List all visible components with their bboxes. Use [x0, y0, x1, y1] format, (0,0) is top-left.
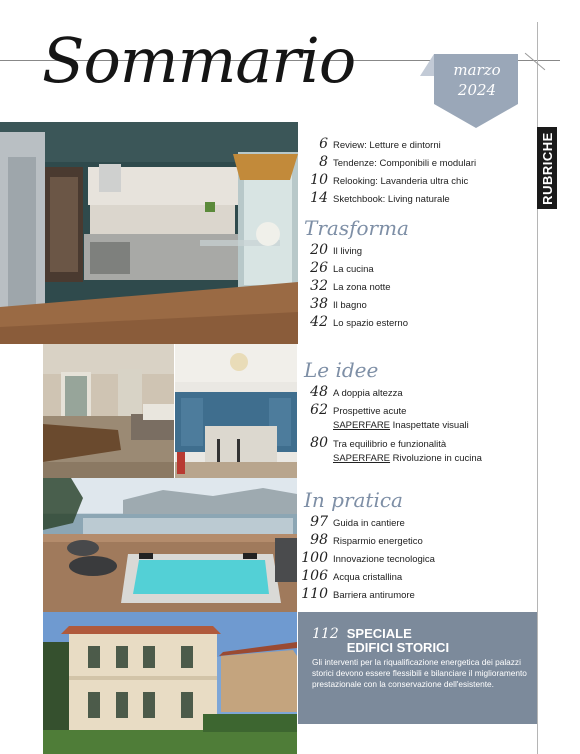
historic-villa-photo	[43, 612, 297, 754]
page-number: 98	[310, 532, 328, 548]
article-title: Il living	[333, 246, 363, 257]
article-title: A doppia altezza	[333, 388, 403, 399]
page-number: 32	[310, 278, 328, 294]
article-title: Prospettive acute	[333, 406, 407, 417]
rubriche-tab	[537, 127, 557, 209]
toc-entry[interactable]	[300, 314, 534, 332]
toc-entry[interactable]	[300, 278, 534, 296]
page-number: 42	[310, 314, 328, 330]
article-title: Tra equilibrio e funzionalità	[333, 439, 447, 450]
saperfare-tag: SAPERFARE	[333, 453, 391, 464]
article-title: Risparmio energetico	[333, 536, 423, 547]
toc-entry[interactable]	[300, 550, 534, 568]
subtitle-text: Inaspettate visuali	[390, 420, 469, 431]
article-title: Innovazione tecnologica	[333, 554, 435, 565]
section-in-pratica	[300, 486, 534, 604]
toc-entry[interactable]	[300, 136, 534, 154]
page-number: 62	[310, 402, 328, 418]
issue-month: marzo	[453, 61, 501, 79]
page-number: 10	[310, 172, 328, 188]
article-subtitle	[300, 453, 534, 465]
article-title: Il bagno	[333, 300, 367, 311]
article-title: La cucina	[333, 264, 374, 275]
article-title: Acqua cristallina	[333, 572, 403, 583]
toc-entry[interactable]	[300, 586, 534, 604]
speciale-topic: EDIFICI STORICI	[346, 640, 450, 655]
speciale-heading: SPECIALE	[346, 626, 412, 641]
section-heading: Trasforma	[304, 216, 409, 240]
article-subtitle	[300, 420, 534, 432]
toc-entry[interactable]	[300, 384, 534, 402]
rubriche-label: RUBRICHE	[539, 131, 555, 205]
rubriche-list	[300, 136, 534, 208]
section-heading: Le idee	[304, 358, 379, 382]
toc-entry[interactable]	[300, 296, 534, 314]
toc-entry[interactable]	[300, 435, 534, 453]
terrace-spa-photo	[43, 478, 297, 612]
article-title: Barriera antirumore	[333, 590, 415, 601]
speciale-description: Gli interventi per la riqualificazione energetica dei palazzi storici devono essere flessibili e bilanciare il miglioramento prestazionale con la conservazione dell'esistente.	[312, 657, 527, 690]
page-number: 6	[319, 136, 328, 152]
article-title: Review: Letture e dintorni	[333, 140, 441, 151]
article-title: Guida in cantiere	[333, 518, 405, 529]
page-number: 110	[301, 586, 328, 602]
toc-entry[interactable]	[300, 172, 534, 190]
page-number: 26	[310, 260, 328, 276]
page-number: 112	[312, 626, 339, 642]
section-le-idee	[300, 356, 534, 465]
article-title: Sketchbook: Living naturale	[333, 194, 450, 205]
toc-entry[interactable]	[300, 568, 534, 586]
page-number: 8	[319, 154, 328, 170]
article-title: Relooking: Lavanderia ultra chic	[333, 176, 469, 187]
kitchen-photo	[0, 122, 298, 344]
page-number: 14	[310, 190, 328, 206]
article-title: La zona notte	[333, 282, 391, 293]
page-number: 80	[310, 435, 328, 451]
toc-entry[interactable]	[300, 514, 534, 532]
toc-entry[interactable]	[300, 154, 534, 172]
toc-entry[interactable]	[300, 402, 534, 420]
toc-entry[interactable]	[300, 532, 534, 550]
article-title: Lo spazio esterno	[333, 318, 408, 329]
page-number: 106	[301, 568, 328, 584]
toc-entry[interactable]	[300, 190, 534, 208]
crop-mark	[522, 50, 546, 74]
date-flag	[420, 52, 518, 130]
section-heading: In pratica	[304, 488, 403, 512]
page-title: Sommario	[42, 24, 356, 97]
blue-kitchen-photo	[175, 344, 297, 478]
toc-entry[interactable]	[300, 260, 534, 278]
speciale-box[interactable]	[298, 612, 537, 724]
saperfare-tag: SAPERFARE	[333, 420, 391, 431]
subtitle-text: Rivoluzione in cucina	[390, 453, 482, 464]
living-room-photo	[43, 344, 174, 478]
section-trasforma	[300, 214, 534, 332]
page-number: 100	[301, 550, 328, 566]
page-number: 20	[310, 242, 328, 258]
page-number: 97	[310, 514, 328, 530]
page-number: 38	[310, 296, 328, 312]
page-number: 48	[310, 384, 328, 400]
article-title: Tendenze: Componibili e modulari	[333, 158, 477, 169]
issue-year: 2024	[457, 81, 497, 99]
toc-entry[interactable]	[300, 242, 534, 260]
